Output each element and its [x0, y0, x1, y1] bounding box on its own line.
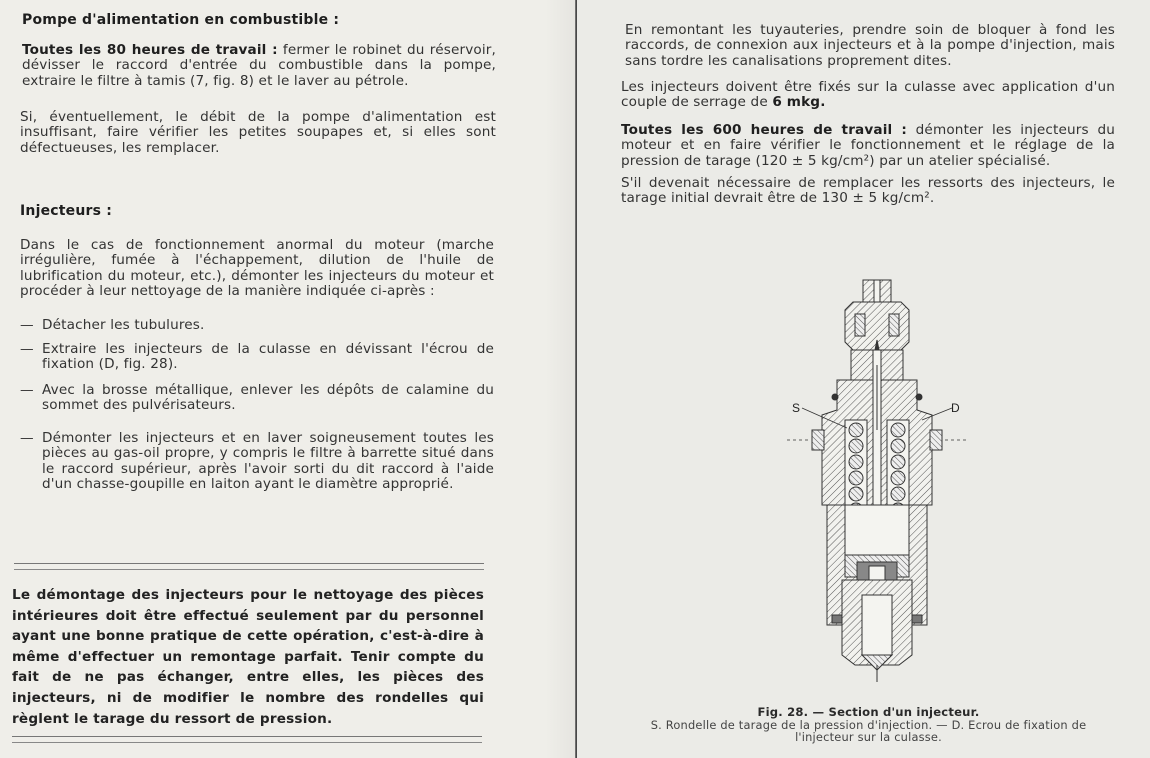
- paragraph-text: fermer le robinet du réservoir, dévisser le raccord d'entrée du combustible dans la pompe, extraire le filtre à tamis (7, fig. 8) et le laver au pétrole.: [22, 42, 496, 89]
- list-item-text: Démonter les injecteurs et en laver soigneusement toutes les pièces au gas-oil propre, y compris le filtre à barrette situé dans le raccord supérieur, après l'avoir sorti du dit raccord à l'aide d'un chasse-goupille en laiton ayant le diamètre approprié.: [42, 430, 494, 493]
- dash-bullet: —: [20, 341, 34, 357]
- right-page: [577, 0, 1150, 758]
- paragraph-600-hours: [621, 123, 1115, 169]
- figure-legend: S. Rondelle de tarage de la pression d'injection. — D. Ecrou de fixation de l'injecteur sur la culasse.: [650, 717, 1087, 745]
- list-item-text: Avec la brosse métallique, enlever les dépôts de calamine du sommet des pulvérisateurs.: [42, 382, 494, 414]
- paragraph-injectors-intro: Dans le cas de fonctionnement anormal du moteur (marche irrégulière, fumée à l'échappement, dilution de l'huile de lubrification du moteur, etc.), démonter les injecteurs du moteur et procéder à leur nettoyage de la manière indiquée ci-après :: [20, 237, 494, 300]
- divider-bottom: [12, 736, 482, 737]
- warning-note: Le démontage des injecteurs pour le nettoyage des pièces intérieures doit être effectué seulement par du personnel ayant une bonne pratique de cette opération, c'est-à-dire à même d'effectuer un remontage parfait. Tenir compte du fait de ne pas échanger, entre elles, les pièces des injecteurs, ni de modifier le nombre des rondelles qui règlent le tarage du ressort de pression.: [12, 587, 484, 727]
- figure-caption: [620, 706, 1117, 744]
- label-s: S: [792, 401, 801, 415]
- label-d: D: [951, 401, 960, 415]
- paragraph-torque: [621, 80, 1115, 111]
- torque-value: 6 mkg.: [772, 94, 826, 111]
- dash-bullet: —: [20, 382, 34, 398]
- paragraph-80-hours: [22, 43, 496, 89]
- bold-lead: Toutes les 600 heures de travail :: [621, 122, 907, 138]
- section-heading-injectors: Injecteurs :: [20, 203, 113, 219]
- divider-top: [14, 563, 484, 564]
- figure-title: Fig. 28. — Section d'un injecteur.: [757, 705, 980, 719]
- nozzle-body: [827, 505, 927, 682]
- list-item-text: Détacher les tubulures.: [42, 317, 205, 333]
- list-item: [20, 342, 494, 373]
- list-item: [20, 431, 494, 493]
- divider-bottom-inner: [12, 742, 482, 743]
- bold-lead: Toutes les 80 heures de travail :: [22, 42, 278, 58]
- list-item: [20, 318, 494, 333]
- injector-section-diagram: [787, 270, 967, 690]
- gutter-shadow: [545, 0, 575, 758]
- paragraph-pump-flow: Si, éventuellement, le débit de la pompe d'alimentation est insuffisant, faire vérifier les petites soupapes et, si elles sont défectueuses, les remplacer.: [20, 109, 496, 156]
- dash-bullet: —: [20, 430, 34, 446]
- paragraph-text: Les injecteurs doivent être fixés sur la culasse avec application d'un couple de serrage de: [621, 79, 1115, 111]
- paragraph-pipes: En remontant les tuyauteries, prendre soin de bloquer à fond les raccords, de connexion aux injecteurs et à la pompe d'injection, mais sans tordre les canalisations proprement dites.: [625, 22, 1115, 69]
- paragraph-text: démonter les injecteurs du moteur et en faire vérifier le fonctionnement et le réglage de la pression de tarage (120 ± 5 kg/cm²) par un atelier spécialisé.: [621, 122, 1115, 169]
- list-item-text: Extraire les injecteurs de la culasse en dévissant l'écrou de fixation (D, fig. 28).: [42, 341, 494, 373]
- divider-top-inner: [14, 569, 484, 570]
- list-item: [20, 383, 494, 414]
- section-heading-fuel-pump: Pompe d'alimentation en combustible :: [22, 12, 340, 28]
- paragraph-springs: S'il devenait nécessaire de remplacer les ressorts des injecteurs, le tarage initial devrait être de 130 ± 5 kg/cm².: [621, 175, 1115, 207]
- dash-bullet: —: [20, 317, 34, 333]
